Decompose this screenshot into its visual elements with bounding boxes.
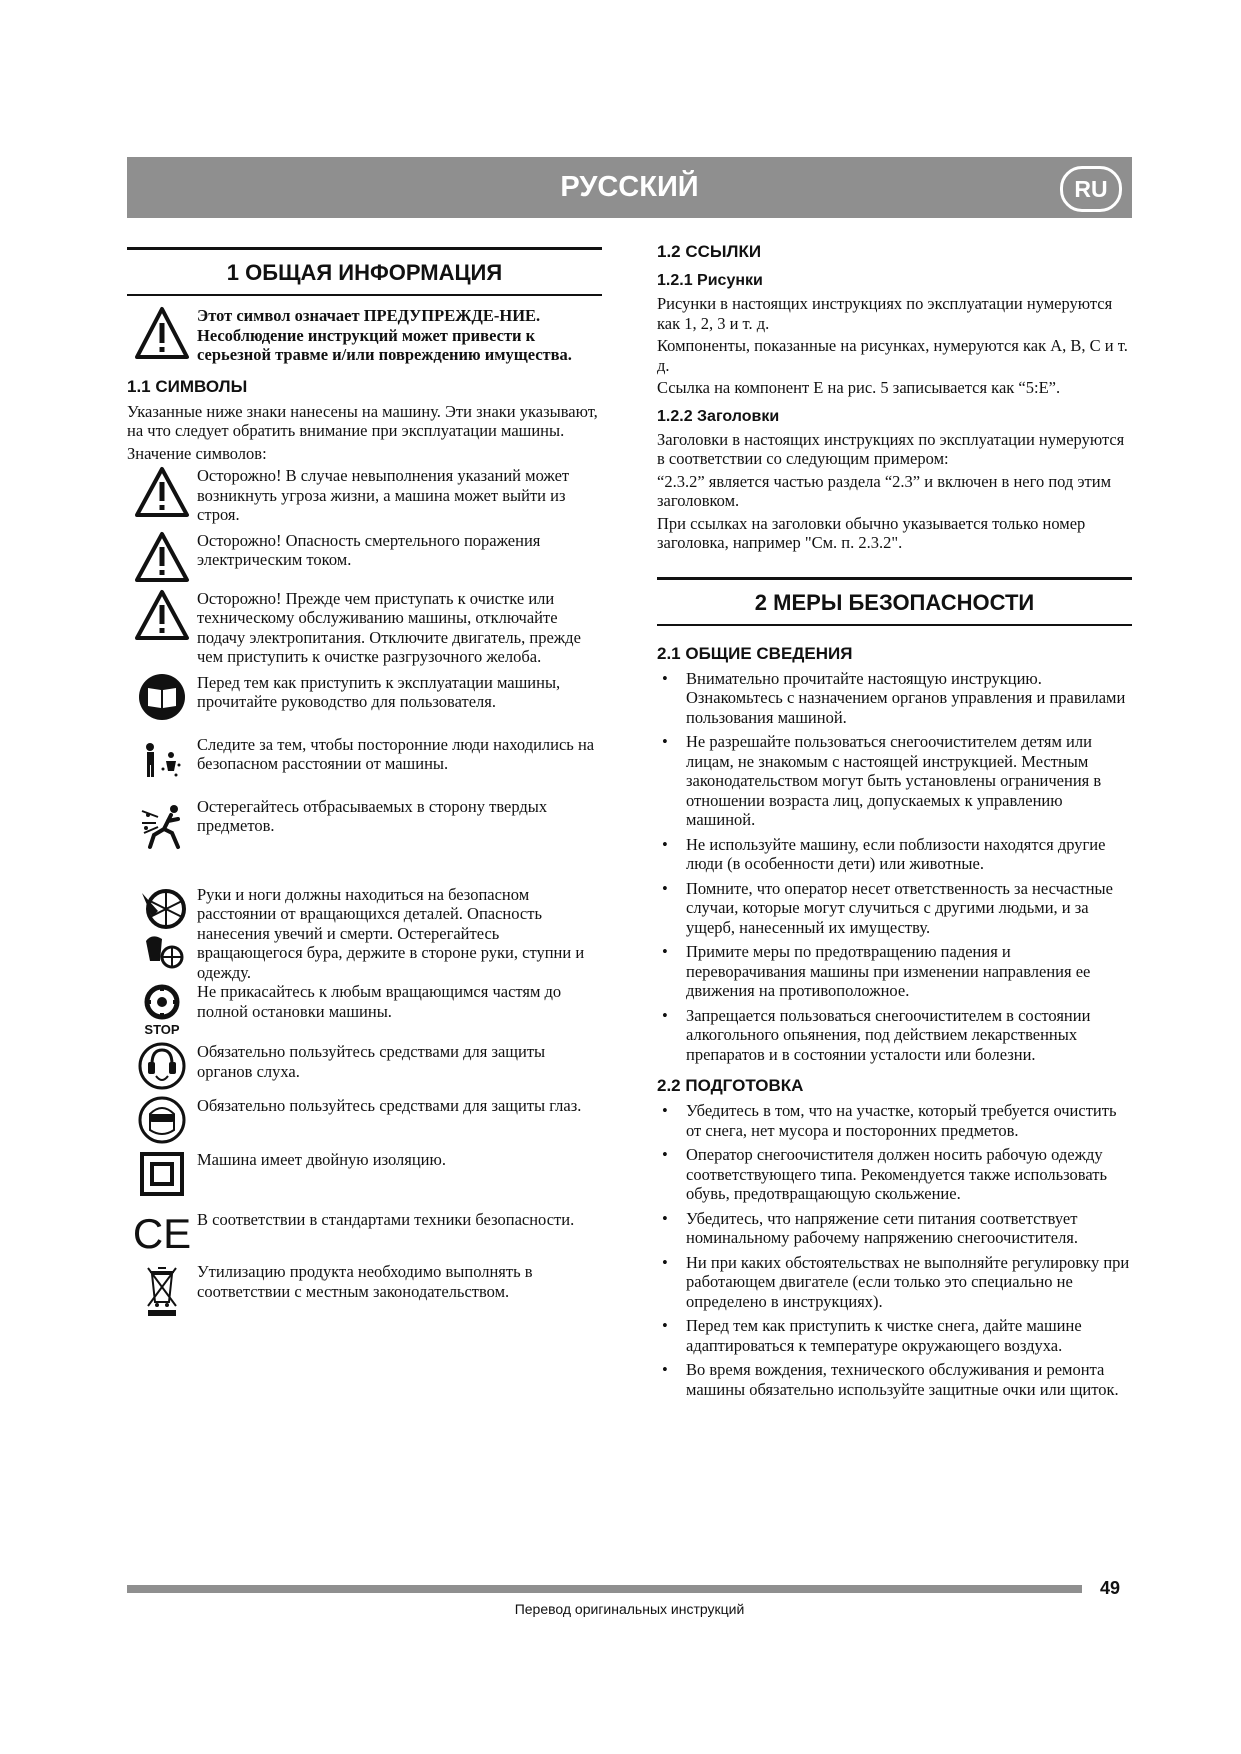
manual-book-icon xyxy=(127,673,197,721)
weee-bin-icon xyxy=(127,1262,197,1318)
page-number: 49 xyxy=(1100,1578,1121,1598)
symbol-item xyxy=(127,982,602,1036)
eye-protection-icon xyxy=(127,1096,197,1144)
section-2-title: 2 МЕРЫ БЕЗОПАСНОСТИ xyxy=(657,577,1132,626)
svg-text:CE: CE xyxy=(132,1210,192,1257)
figures-para: Рисунки в настоящих инструкциях по эксплуатации нумеруются как 1, 2, 3 и т. д. xyxy=(657,294,1113,333)
section-1-title: 1 ОБЩАЯ ИНФОРМАЦИЯ xyxy=(127,247,602,296)
symbol-item xyxy=(127,1210,602,1257)
general-list xyxy=(657,669,1132,1065)
symbol-text: Осторожно! Прежде чем приступать к очистке или техническому обслуживанию машины, отключайте подачу электропитания. Отключите двигатель, прежде чем приступить к очистке разгрузочного желоба. xyxy=(197,588,581,666)
preparation-title: 2.2 ПОДГОТОВКА xyxy=(657,1076,804,1095)
symbol-item xyxy=(127,673,602,721)
headings-para: При ссылках на заголовки обычно указывается только номер заголовка, например "См. п. 2.3.2". xyxy=(657,513,1086,552)
symbol-item xyxy=(127,531,602,583)
warning-triangle-icon xyxy=(127,589,197,641)
ce-mark-icon xyxy=(127,1210,197,1257)
list-item: • Во время вождения, технического обслуживания и ремонта машины обязательно используйте защитные очки или щиток. xyxy=(657,1360,1132,1399)
svg-text:STOP: STOP xyxy=(144,1022,180,1037)
symbol-text: Осторожно! Опасность смертельного поражения электрическим током. xyxy=(197,530,541,569)
language-badge: RU xyxy=(1060,166,1122,212)
list-item: • Примите меры по предотвращению падения и переворачивания машины при изменении направления ее движения на противоположное. xyxy=(657,942,1132,1001)
rotating-parts-icon xyxy=(127,885,197,981)
references-title: 1.2 ССЫЛКИ xyxy=(657,242,762,261)
preparation-list xyxy=(657,1101,1132,1399)
warning-triangle-icon xyxy=(127,306,197,360)
symbol-text: Утилизацию продукта необходимо выполнять в соответствии с местным законодательством. xyxy=(197,1262,533,1301)
list-item: • Убедитесь в том, что на участке, который требуется очистить от снега, нет мусора и посторонних предметов. xyxy=(657,1101,1132,1140)
stop-rotation-icon xyxy=(127,982,197,1036)
ear-protection-icon xyxy=(127,1042,197,1090)
left-column xyxy=(127,247,602,1324)
right-column xyxy=(657,242,1132,1404)
list-item: • Ни при каких обстоятельствах не выполняйте регулировку при работающем двигателе (если только это специально не определено в инструкциях). xyxy=(657,1253,1132,1312)
footer-bar xyxy=(127,1585,1082,1593)
symbol-item xyxy=(127,885,602,983)
headings-para: Заголовки в настоящих инструкциях по эксплуатации нумеруются в соответствии со следующим примером: xyxy=(657,429,1125,468)
thrown-objects-icon xyxy=(127,797,197,859)
list-item: • Оператор снегоочистителя должен носить рабочую одежду соответствующего типа. Рекомендуется также использовать обувь, предотвращающую скольжение. xyxy=(657,1145,1132,1204)
list-item: • Помните, что оператор несет ответственность за несчастные случаи, которые могут случиться с другими людьми, и за ущерб, нанесенный их имуществу. xyxy=(657,879,1132,938)
symbol-item xyxy=(127,1096,602,1144)
warning-note xyxy=(127,306,602,365)
symbols-title: 1.1 СИМВОЛЫ xyxy=(127,376,248,396)
symbol-text: В соответствии в стандартами техники безопасности. xyxy=(197,1210,575,1229)
symbol-item xyxy=(127,1042,602,1090)
warning-triangle-icon xyxy=(127,466,197,518)
symbol-text: Не прикасайтесь к любым вращающимся частям до полной остановки машины. xyxy=(197,982,562,1021)
general-title: 2.1 ОБЩИЕ СВЕДЕНИЯ xyxy=(657,643,853,663)
symbol-item xyxy=(127,1262,602,1318)
list-item: • Убедитесь, что напряжение сети питания соответствует номинальному рабочему напряжению снегоочистителя. xyxy=(657,1209,1132,1248)
symbol-text: Перед тем как приступить к эксплуатации машины, прочитайте руководство для пользователя. xyxy=(197,672,561,711)
symbols-meaning: Значение символов: xyxy=(127,443,267,463)
list-item: • Внимательно прочитайте настоящую инструкцию. Ознакомьтесь с назначением органов управления и правилами пользования машиной. xyxy=(657,669,1132,728)
symbol-text: Осторожно! В случае невыполнения указаний может возникнуть угроза жизни, а машина может выйти из строя. xyxy=(197,466,570,524)
list-item: • Перед тем как приступить к чистке снега, дайте машине адаптироваться к температуре окружающего воздуха. xyxy=(657,1316,1132,1355)
language-banner xyxy=(127,157,1132,218)
figures-para: Компоненты, показанные на рисунках, нумеруются как A, B, C и т. д. xyxy=(657,336,1128,375)
symbol-item xyxy=(127,735,602,783)
list-item: • Не разрешайте пользоваться снегоочистителем детям или лицам, не знакомым с настоящей инструкцией. Местным законодательством могут быть установлены ограничения в отношении возраста лиц, допускаемых к управлению машиной. xyxy=(657,732,1132,830)
symbol-text: Остерегайтесь отбрасываемых в сторону твердых предметов. xyxy=(197,796,548,835)
list-item: • Не используйте машину, если поблизости находятся другие люди (в особенности дети) или животные. xyxy=(657,835,1132,874)
symbol-item xyxy=(127,797,602,859)
figures-para: Ссылка на компонент E на рис. 5 записывается как “5:E”. xyxy=(657,378,1061,397)
symbol-item xyxy=(127,1150,602,1198)
bystanders-icon xyxy=(127,735,197,783)
double-insulation-icon xyxy=(127,1150,197,1198)
list-item: • Запрещается пользоваться снегоочистителем в состоянии алкогольного опьянения, под действием лекарственных препаратов и в состоянии усталости или болезни. xyxy=(657,1006,1132,1065)
headings-para: “2.3.2” является частью раздела “2.3” и включен в него под этим заголовком. xyxy=(657,471,1112,510)
symbol-text: Следите за тем, чтобы посторонние люди находились на безопасном расстоянии от машины. xyxy=(197,734,595,773)
symbol-text: Машина имеет двойную изоляцию. xyxy=(197,1150,446,1169)
footer-text: Перевод оригинальных инструкций xyxy=(514,1601,745,1617)
figures-title: 1.2.1 Рисунки xyxy=(657,272,763,289)
symbols-intro: Указанные ниже знаки нанесены на машину. Эти знаки указывают, на что следует обратить внимание при эксплуатации машины. xyxy=(127,401,598,440)
symbol-item xyxy=(127,589,602,667)
symbol-text: Руки и ноги должны находиться на безопасном расстоянии от вращающихся деталей. Опасность нанесения увечий и смерти. Остерегайтесь вращающегося бура, держите в стороне руки, ступни и одежду. xyxy=(197,884,585,982)
symbol-item xyxy=(127,466,602,525)
language-title: РУССКИЙ xyxy=(560,171,699,203)
warning-triangle-icon xyxy=(127,531,197,583)
symbol-text: Обязательно пользуйтесь средствами для защиты глаз. xyxy=(197,1096,582,1115)
warning-note-text: Этот символ означает ПРЕДУПРЕЖДЕ-НИЕ. Несоблюдение инструкций может привести к серьезной травме и/или повреждению имущества. xyxy=(197,306,572,364)
headings-title: 1.2.2 Заголовки xyxy=(657,407,780,425)
symbol-text: Обязательно пользуйтесь средствами для защиты органов слуха. xyxy=(197,1042,546,1081)
